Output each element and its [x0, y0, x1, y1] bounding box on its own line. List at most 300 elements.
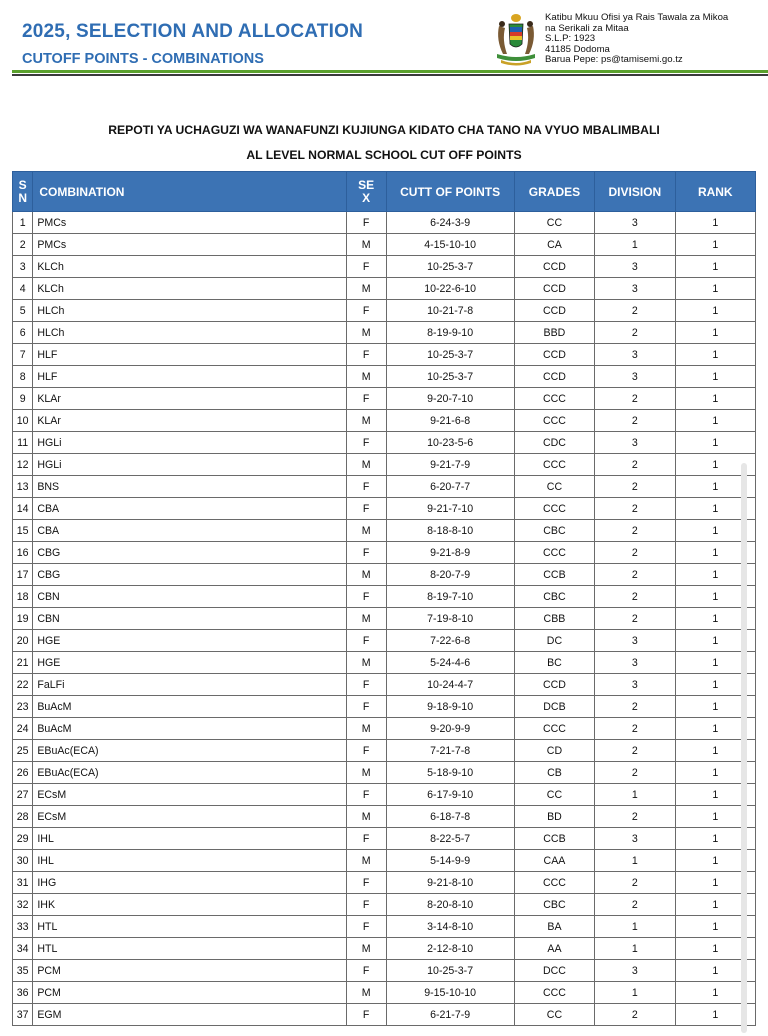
cell-sex: F [346, 1004, 386, 1026]
cell-sn: 32 [13, 894, 33, 916]
cell-cutoff: 7-22-6-8 [386, 630, 514, 652]
table-row [13, 872, 756, 894]
cell-sn: 18 [13, 586, 33, 608]
cell-sn: 13 [13, 476, 33, 498]
cell-grades: DCC [514, 960, 594, 982]
cell-cutoff: 7-21-7-8 [386, 740, 514, 762]
table-row [13, 432, 756, 454]
cell-grades: CB [514, 762, 594, 784]
cell-combination: PCM [33, 982, 346, 1004]
cell-sn: 20 [13, 630, 33, 652]
cell-rank: 1 [675, 762, 755, 784]
cell-division: 3 [595, 960, 675, 982]
cell-grades: CCC [514, 982, 594, 1004]
cell-rank: 1 [675, 696, 755, 718]
cell-division: 3 [595, 366, 675, 388]
cell-cutoff: 8-19-9-10 [386, 322, 514, 344]
cell-sex: F [346, 432, 386, 454]
cell-sn: 10 [13, 410, 33, 432]
table-row [13, 300, 756, 322]
cell-division: 2 [595, 696, 675, 718]
cell-sex: F [346, 872, 386, 894]
table-row [13, 762, 756, 784]
cell-cutoff: 8-22-5-7 [386, 828, 514, 850]
cell-division: 2 [595, 806, 675, 828]
cell-sex: F [346, 696, 386, 718]
cell-grades: CBC [514, 894, 594, 916]
cell-combination: HTL [33, 938, 346, 960]
scrollbar[interactable] [741, 463, 747, 1033]
cell-rank: 1 [675, 278, 755, 300]
cell-sn: 25 [13, 740, 33, 762]
cell-grades: CCC [514, 872, 594, 894]
cell-sn: 26 [13, 762, 33, 784]
cell-rank: 1 [675, 256, 755, 278]
cell-cutoff: 9-20-9-9 [386, 718, 514, 740]
table-row [13, 696, 756, 718]
table-row [13, 564, 756, 586]
cell-sex: F [346, 960, 386, 982]
cell-combination: HLF [33, 366, 346, 388]
cell-cutoff: 6-20-7-7 [386, 476, 514, 498]
cell-division: 2 [595, 542, 675, 564]
table-row [13, 520, 756, 542]
cell-combination: FaLFi [33, 674, 346, 696]
cell-rank: 1 [675, 630, 755, 652]
cell-combination: CBN [33, 608, 346, 630]
cell-rank: 1 [675, 542, 755, 564]
cell-combination: KLCh [33, 278, 346, 300]
cell-grades: DC [514, 630, 594, 652]
cell-sn: 30 [13, 850, 33, 872]
cell-sn: 2 [13, 234, 33, 256]
cell-division: 2 [595, 454, 675, 476]
cell-division: 2 [595, 388, 675, 410]
cell-sn: 24 [13, 718, 33, 740]
cell-grades: BD [514, 806, 594, 828]
cell-rank: 1 [675, 718, 755, 740]
cell-rank: 1 [675, 432, 755, 454]
coat-of-arms-icon [491, 10, 541, 68]
cell-division: 1 [595, 916, 675, 938]
cell-division: 3 [595, 652, 675, 674]
cell-sex: M [346, 366, 386, 388]
cell-division: 2 [595, 894, 675, 916]
cell-sex: F [346, 916, 386, 938]
cell-sex: M [346, 278, 386, 300]
cell-cutoff: 9-21-7-9 [386, 454, 514, 476]
cell-cutoff: 10-25-3-7 [386, 256, 514, 278]
cell-combination: CBA [33, 520, 346, 542]
cell-grades: DCB [514, 696, 594, 718]
cell-cutoff: 10-25-3-7 [386, 366, 514, 388]
cell-combination: KLAr [33, 410, 346, 432]
cell-division: 3 [595, 828, 675, 850]
cell-grades: CCC [514, 388, 594, 410]
cell-cutoff: 6-18-7-8 [386, 806, 514, 828]
cell-cutoff: 2-12-8-10 [386, 938, 514, 960]
cell-rank: 1 [675, 520, 755, 542]
table-header-row [13, 172, 756, 212]
cell-sn: 1 [13, 212, 33, 234]
table-row [13, 476, 756, 498]
cell-sex: F [346, 674, 386, 696]
cell-rank: 1 [675, 806, 755, 828]
cell-cutoff: 10-25-3-7 [386, 344, 514, 366]
cell-division: 2 [595, 300, 675, 322]
contact-line-city: 41185 Dodoma [545, 43, 610, 55]
cell-division: 3 [595, 630, 675, 652]
table-row [13, 806, 756, 828]
cell-sex: M [346, 454, 386, 476]
table-row [13, 630, 756, 652]
cell-sn: 22 [13, 674, 33, 696]
contact-line-po-box: S.L.P: 1923 [545, 33, 596, 44]
cell-cutoff: 4-15-10-10 [386, 234, 514, 256]
cell-sn: 11 [13, 432, 33, 454]
cell-grades: CCD [514, 366, 594, 388]
table-row [13, 388, 756, 410]
cell-sex: M [346, 410, 386, 432]
table-row [13, 960, 756, 982]
page-subtitle: CUTOFF POINTS - COMBINATIONS [22, 51, 264, 67]
cell-division: 2 [595, 586, 675, 608]
table-row [13, 784, 756, 806]
cell-grades: CCD [514, 674, 594, 696]
cell-grades: CCB [514, 828, 594, 850]
table-row [13, 850, 756, 872]
cell-cutoff: 8-18-8-10 [386, 520, 514, 542]
cell-combination: CBA [33, 498, 346, 520]
cell-grades: CC [514, 1004, 594, 1026]
cell-division: 3 [595, 256, 675, 278]
cell-sex: M [346, 564, 386, 586]
table-row [13, 608, 756, 630]
cell-grades: CC [514, 476, 594, 498]
cell-combination: EBuAc(ECA) [33, 762, 346, 784]
cell-combination: ECsM [33, 784, 346, 806]
cell-combination: KLAr [33, 388, 346, 410]
cell-combination: KLCh [33, 256, 346, 278]
cell-cutoff: 9-21-8-10 [386, 872, 514, 894]
cell-rank: 1 [675, 586, 755, 608]
header-rule-dark [12, 74, 768, 76]
table-row [13, 652, 756, 674]
cell-rank: 1 [675, 938, 755, 960]
letterhead [0, 0, 768, 78]
table-row [13, 366, 756, 388]
cell-combination: CBN [33, 586, 346, 608]
cell-combination: BNS [33, 476, 346, 498]
cell-combination: HTL [33, 916, 346, 938]
table-row [13, 718, 756, 740]
cell-combination: HGE [33, 630, 346, 652]
cell-sex: F [346, 212, 386, 234]
cell-cutoff: 5-14-9-9 [386, 850, 514, 872]
cell-cutoff: 10-23-5-6 [386, 432, 514, 454]
cell-sn: 5 [13, 300, 33, 322]
table-row [13, 1004, 756, 1026]
cell-cutoff: 9-20-7-10 [386, 388, 514, 410]
cell-combination: ECsM [33, 806, 346, 828]
cell-rank: 1 [675, 410, 755, 432]
cell-rank: 1 [675, 1004, 755, 1026]
cell-rank: 1 [675, 300, 755, 322]
cell-sn: 4 [13, 278, 33, 300]
cell-rank: 1 [675, 740, 755, 762]
cell-rank: 1 [675, 212, 755, 234]
cell-combination: HLCh [33, 300, 346, 322]
cell-sex: F [346, 300, 386, 322]
cell-cutoff: 9-18-9-10 [386, 696, 514, 718]
cell-combination: BuAcM [33, 696, 346, 718]
cell-sn: 6 [13, 322, 33, 344]
cell-rank: 1 [675, 960, 755, 982]
column-header-sn: S N [13, 172, 33, 212]
page-title: 2025, SELECTION AND ALLOCATION [22, 21, 363, 42]
contact-line-office-2: na Serikali za Mitaa [545, 22, 629, 34]
cell-combination: EGM [33, 1004, 346, 1026]
header-rule-green [12, 70, 768, 73]
cell-grades: CBB [514, 608, 594, 630]
table-row [13, 410, 756, 432]
table-row [13, 322, 756, 344]
table-row [13, 212, 756, 234]
cell-combination: HLCh [33, 322, 346, 344]
column-header-cutoff: CUTT OF POINTS [386, 172, 514, 212]
cell-sex: F [346, 344, 386, 366]
cell-rank: 1 [675, 784, 755, 806]
cell-division: 2 [595, 762, 675, 784]
cell-sex: M [346, 234, 386, 256]
table-row [13, 828, 756, 850]
cell-cutoff: 6-24-3-9 [386, 212, 514, 234]
cell-cutoff: 8-19-7-10 [386, 586, 514, 608]
cell-combination: PCM [33, 960, 346, 982]
cell-cutoff: 10-25-3-7 [386, 960, 514, 982]
cell-sex: M [346, 762, 386, 784]
cell-grades: CBC [514, 520, 594, 542]
cell-grades: CCD [514, 344, 594, 366]
cell-rank: 1 [675, 234, 755, 256]
cell-sex: M [346, 608, 386, 630]
cell-grades: CD [514, 740, 594, 762]
table-row [13, 674, 756, 696]
cell-sex: F [346, 256, 386, 278]
contact-line-office: Katibu Mkuu Ofisi ya Rais Tawala za Mikoa [545, 12, 729, 23]
cell-sn: 36 [13, 982, 33, 1004]
cell-grades: CCD [514, 256, 594, 278]
cell-division: 2 [595, 718, 675, 740]
cell-grades: BC [514, 652, 594, 674]
cell-cutoff: 8-20-8-10 [386, 894, 514, 916]
table-row [13, 982, 756, 1004]
table-row [13, 740, 756, 762]
cell-grades: CBC [514, 586, 594, 608]
cell-sex: M [346, 652, 386, 674]
table-row [13, 256, 756, 278]
cell-rank: 1 [675, 608, 755, 630]
cell-rank: 1 [675, 850, 755, 872]
cell-sn: 12 [13, 454, 33, 476]
cell-sex: F [346, 630, 386, 652]
cell-sn: 33 [13, 916, 33, 938]
cell-sex: F [346, 784, 386, 806]
cell-grades: CAA [514, 850, 594, 872]
column-header-sex: SE X [346, 172, 386, 212]
cell-rank: 1 [675, 894, 755, 916]
cell-rank: 1 [675, 872, 755, 894]
cell-combination: PMCs [33, 212, 346, 234]
cell-combination: CBG [33, 564, 346, 586]
cell-division: 3 [595, 432, 675, 454]
cell-combination: HGLi [33, 454, 346, 476]
cell-rank: 1 [675, 476, 755, 498]
cell-sex: F [346, 476, 386, 498]
cell-grades: CC [514, 212, 594, 234]
cell-sn: 3 [13, 256, 33, 278]
cell-cutoff: 7-19-8-10 [386, 608, 514, 630]
cell-combination: HGLi [33, 432, 346, 454]
cell-sex: M [346, 520, 386, 542]
cell-division: 3 [595, 344, 675, 366]
cell-cutoff: 10-21-7-8 [386, 300, 514, 322]
cell-grades: CCB [514, 564, 594, 586]
cell-division: 1 [595, 850, 675, 872]
cell-division: 3 [595, 278, 675, 300]
table-row [13, 498, 756, 520]
cell-sex: M [346, 982, 386, 1004]
cell-rank: 1 [675, 564, 755, 586]
cell-sex: M [346, 850, 386, 872]
cell-sex: M [346, 322, 386, 344]
table-row [13, 586, 756, 608]
cell-sex: F [346, 498, 386, 520]
cell-grades: CDC [514, 432, 594, 454]
cell-sn: 9 [13, 388, 33, 410]
cell-cutoff: 6-17-9-10 [386, 784, 514, 806]
cell-combination: IHG [33, 872, 346, 894]
table-row [13, 454, 756, 476]
cell-sn: 34 [13, 938, 33, 960]
cell-sex: F [346, 586, 386, 608]
cell-rank: 1 [675, 916, 755, 938]
cell-rank: 1 [675, 344, 755, 366]
cell-sn: 27 [13, 784, 33, 806]
table-row [13, 894, 756, 916]
cell-division: 2 [595, 564, 675, 586]
cell-cutoff: 9-21-6-8 [386, 410, 514, 432]
contact-block [545, 13, 760, 66]
cell-grades: BBD [514, 322, 594, 344]
cell-cutoff: 10-22-6-10 [386, 278, 514, 300]
cell-rank: 1 [675, 982, 755, 1004]
cell-division: 2 [595, 740, 675, 762]
table-row [13, 916, 756, 938]
cell-division: 1 [595, 234, 675, 256]
cell-cutoff: 9-15-10-10 [386, 982, 514, 1004]
cell-rank: 1 [675, 388, 755, 410]
cell-rank: 1 [675, 828, 755, 850]
cell-sex: M [346, 938, 386, 960]
cell-sn: 14 [13, 498, 33, 520]
cell-sn: 21 [13, 652, 33, 674]
cell-division: 2 [595, 520, 675, 542]
cell-sn: 8 [13, 366, 33, 388]
cell-division: 2 [595, 410, 675, 432]
cell-cutoff: 3-14-8-10 [386, 916, 514, 938]
cell-rank: 1 [675, 454, 755, 476]
cell-division: 2 [595, 608, 675, 630]
cell-cutoff: 8-20-7-9 [386, 564, 514, 586]
report-title: REPOTI YA UCHAGUZI WA WANAFUNZI KUJIUNGA KIDATO CHA TANO NA VYUO MBALIMBALI [108, 123, 660, 137]
cell-grades: CCD [514, 278, 594, 300]
cell-combination: IHL [33, 850, 346, 872]
cell-combination: PMCs [33, 234, 346, 256]
cell-division: 3 [595, 674, 675, 696]
cell-grades: CCD [514, 300, 594, 322]
cell-sex: M [346, 806, 386, 828]
cell-sn: 31 [13, 872, 33, 894]
cell-cutoff: 6-21-7-9 [386, 1004, 514, 1026]
cell-combination: CBG [33, 542, 346, 564]
cell-grades: CCC [514, 498, 594, 520]
cell-cutoff: 5-24-4-6 [386, 652, 514, 674]
cell-grades: CC [514, 784, 594, 806]
table-row [13, 278, 756, 300]
table-row [13, 938, 756, 960]
cell-division: 3 [595, 212, 675, 234]
cell-grades: CCC [514, 410, 594, 432]
column-header-combination: COMBINATION [33, 172, 346, 212]
cell-sex: F [346, 388, 386, 410]
table-row [13, 344, 756, 366]
cell-division: 1 [595, 982, 675, 1004]
cell-combination: HLF [33, 344, 346, 366]
report-subtitle: AL LEVEL NORMAL SCHOOL CUT OFF POINTS [246, 148, 522, 162]
cell-sex: F [346, 740, 386, 762]
cell-grades: AA [514, 938, 594, 960]
column-header-rank: RANK [675, 172, 755, 212]
cell-cutoff: 10-24-4-7 [386, 674, 514, 696]
cell-division: 2 [595, 1004, 675, 1026]
cell-sex: F [346, 894, 386, 916]
cell-grades: CA [514, 234, 594, 256]
cell-rank: 1 [675, 366, 755, 388]
cell-sn: 28 [13, 806, 33, 828]
cell-combination: EBuAc(ECA) [33, 740, 346, 762]
cell-division: 2 [595, 872, 675, 894]
cell-sex: M [346, 718, 386, 740]
cell-grades: CCC [514, 542, 594, 564]
cell-combination: IHL [33, 828, 346, 850]
cell-combination: BuAcM [33, 718, 346, 740]
cell-cutoff: 9-21-8-9 [386, 542, 514, 564]
cell-grades: CCC [514, 718, 594, 740]
cell-rank: 1 [675, 652, 755, 674]
table-row [13, 234, 756, 256]
cell-division: 2 [595, 322, 675, 344]
cell-division: 2 [595, 476, 675, 498]
cell-sn: 37 [13, 1004, 33, 1026]
cell-cutoff: 9-21-7-10 [386, 498, 514, 520]
table-row [13, 542, 756, 564]
cell-sn: 35 [13, 960, 33, 982]
cell-sn: 17 [13, 564, 33, 586]
cell-cutoff: 5-18-9-10 [386, 762, 514, 784]
cell-sn: 29 [13, 828, 33, 850]
cell-combination: IHK [33, 894, 346, 916]
